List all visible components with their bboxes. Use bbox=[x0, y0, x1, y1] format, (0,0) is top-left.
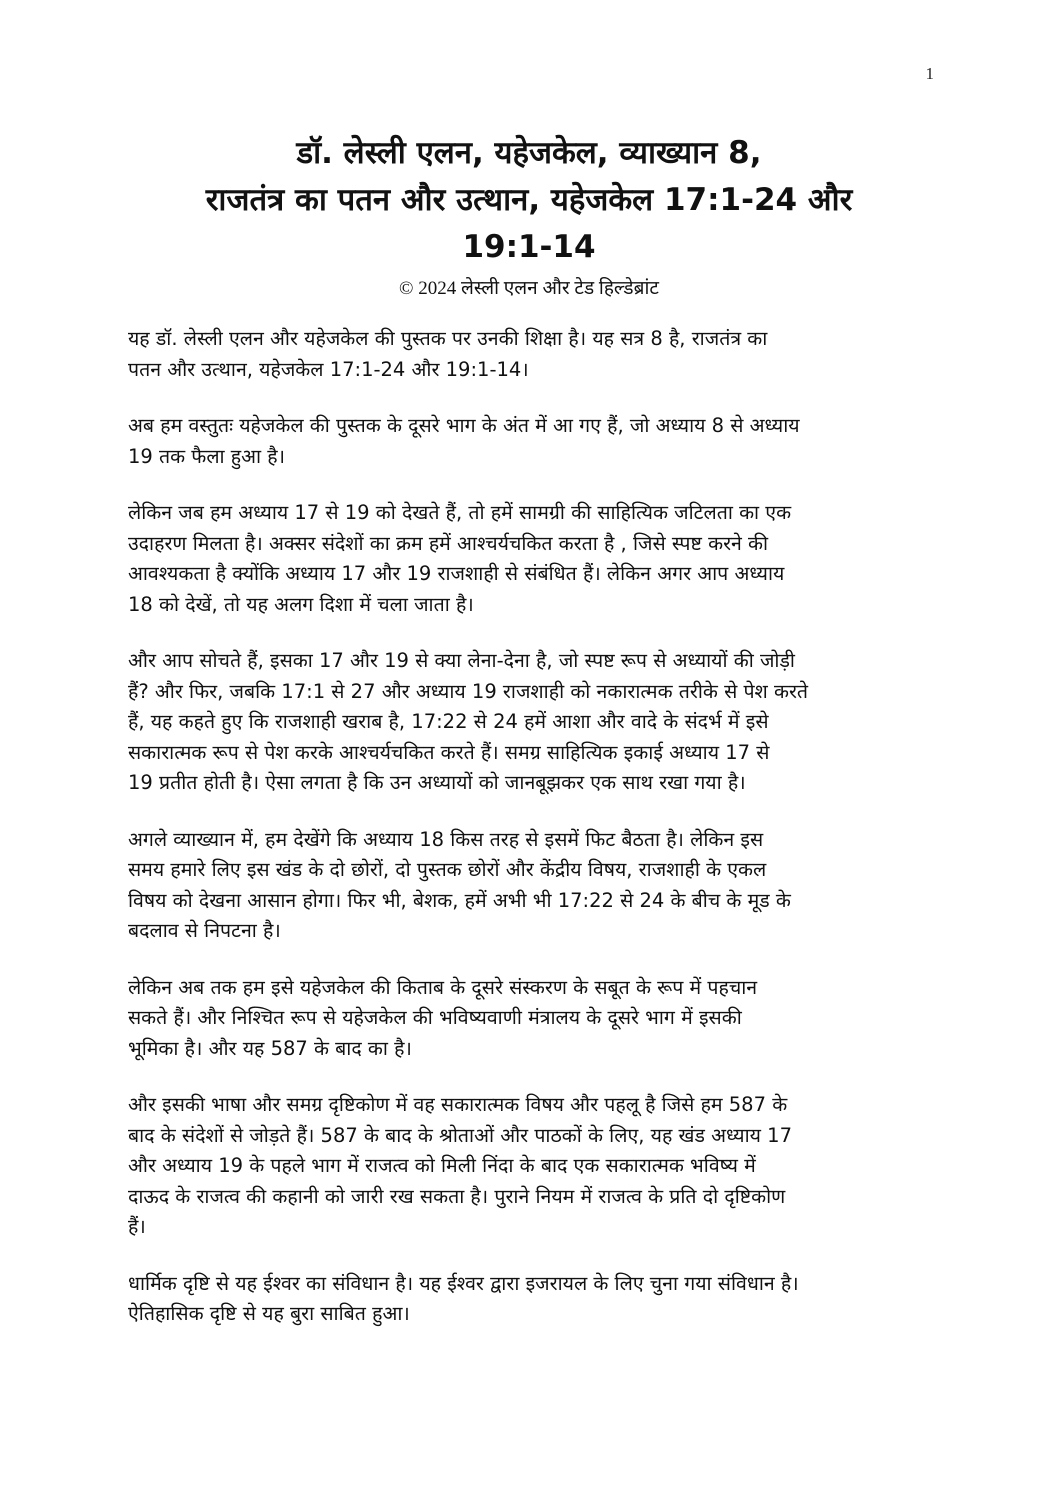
paragraph-line: आवश्यकता है क्योंकि अध्याय 17 और 19 राजशाही से संबंधित हैं। लेकिन अगर आप अध्याय bbox=[128, 562, 785, 585]
paragraph-8 bbox=[128, 1269, 940, 1330]
paragraph-6 bbox=[128, 973, 940, 1065]
paragraph-line: धार्मिक दृष्टि से यह ईश्वर का संविधान है। यह ईश्वर द्वारा इजरायल के लिए चुना गया संविधान है। bbox=[128, 1271, 799, 1295]
paragraph-3 bbox=[128, 498, 940, 620]
title-block bbox=[130, 130, 928, 303]
paragraph-line: और अध्याय 19 के पहले भाग में राजत्व को मिली निंदा के बाद एक सकारात्मक भविष्य में bbox=[128, 1154, 756, 1177]
paragraph-line: सकते हैं। और निश्चित रूप से यहेजकेल की भविष्यवाणी मंत्रालय के दूसरे भाग में इसकी bbox=[128, 1006, 742, 1029]
paragraph-line: 19 तक फैला हुआ है। bbox=[128, 444, 286, 468]
paragraph-1 bbox=[128, 324, 940, 385]
paragraph-line: और आप सोचते हैं, इसका 17 और 19 से क्या लेना-देना है, जो स्पष्ट रूप से अध्यायों की जोड़ी bbox=[128, 649, 795, 672]
paragraph-line: भूमिका है। और यह 587 के बाद का है। bbox=[128, 1036, 412, 1060]
paragraph-line: सकारात्मक रूप से पेश करके आश्चर्यचकित करते हैं। समग्र साहित्यिक इकाई अध्याय 17 से bbox=[128, 740, 770, 764]
paragraph-5 bbox=[128, 825, 940, 947]
title-line-3: 19:1-14 bbox=[462, 229, 596, 265]
paragraph-line: अब हम वस्तुतः यहेजकेल की पुस्तक के दूसरे भाग के अंत में आ गए हैं, जो अध्याय 8 से अध्याय bbox=[128, 414, 800, 437]
paragraph-line: हैं? और फिर, जबकि 17:1 से 27 और अध्याय 19 राजशाही को नकारात्मक तरीके से पेश करते bbox=[128, 679, 809, 703]
paragraph-line: ऐतिहासिक दृष्टि से यह बुरा साबित हुआ। bbox=[128, 1302, 410, 1325]
paragraph-line: समय हमारे लिए इस खंड के दो छोरों, दो पुस्तक छोरों और केंद्रीय विषय, राजशाही के एकल bbox=[128, 858, 767, 881]
paragraph-line: और इसकी भाषा और समग्र दृष्टिकोण में वह सकारात्मक विषय और पहलू है जिसे हम 587 के bbox=[128, 1093, 788, 1116]
paragraph-7 bbox=[128, 1090, 940, 1243]
copyright-line: © 2024 लेस्ली एलन और टेड हिल्डेब्रांट bbox=[399, 278, 659, 299]
title-line-1: डॉ. लेस्ली एलन, यहेजकेल, व्याख्यान 8, bbox=[296, 135, 762, 171]
paragraph-line: बदलाव से निपटना है। bbox=[128, 919, 281, 942]
paragraph-2 bbox=[128, 411, 940, 472]
paragraph-line: यह डॉ. लेस्ली एलन और यहेजकेल की पुस्तक पर उनकी शिक्षा है। यह सत्र 8 है, राजतंत्र का bbox=[128, 327, 768, 350]
paragraph-line: दाऊद के राजत्व की कहानी को जारी रख सकता है। पुराने नियम में राजत्व के प्रति दो दृष्टिकोण bbox=[128, 1184, 786, 1208]
paragraph-line: पतन और उत्थान, यहेजकेल 17:1-24 और 19:1-14। bbox=[128, 357, 529, 381]
paragraph-line: 19 प्रतीत होती है। ऐसा लगता है कि उन अध्यायों को जानबूझकर एक साथ रखा गया है। bbox=[128, 771, 746, 794]
paragraph-line: लेकिन अब तक हम इसे यहेजकेल की किताब के दूसरे संस्करण के सबूत के रूप में पहचान bbox=[128, 975, 758, 999]
paragraph-line: उदाहरण मिलता है। अक्सर संदेशों का क्रम हमें आश्चर्यचकित करता है , जिसे स्पष्ट करने की bbox=[128, 531, 769, 555]
paragraph-line: हैं, यह कहते हुए कि राजशाही खराब है, 17:22 से 24 हमें आशा और वादे के संदर्भ में इसे bbox=[128, 710, 769, 733]
paragraph-line: बाद के संदेशों से जोड़ते हैं। 587 के बाद के श्रोताओं और पाठकों के लिए, यह खंड अध्याय 17 bbox=[128, 1123, 792, 1147]
paragraph-line: हैं। bbox=[128, 1215, 146, 1238]
paragraph-line: 18 को देखें, तो यह अलग दिशा में चला जाता है। bbox=[128, 592, 474, 616]
body-text bbox=[128, 324, 940, 1356]
paragraph-line: लेकिन जब हम अध्याय 17 से 19 को देखते हैं, तो हमें सामग्री की साहित्यिक जटिलता का एक bbox=[128, 501, 792, 524]
paragraph-4 bbox=[128, 646, 940, 799]
paragraph-line: अगले व्याख्यान में, हम देखेंगे कि अध्याय 18 किस तरह से इसमें फिट बैठता है। लेकिन इस bbox=[128, 827, 764, 851]
title-line-2: राजतंत्र का पतन और उत्थान, यहेजकेल 17:1-24 और bbox=[205, 182, 853, 218]
paragraph-line: विषय को देखना आसान होगा। फिर भी, बेशक, हमें अभी भी 17:22 से 24 के बीच के मूड के bbox=[128, 888, 791, 912]
page-number: 1 bbox=[925, 64, 934, 83]
